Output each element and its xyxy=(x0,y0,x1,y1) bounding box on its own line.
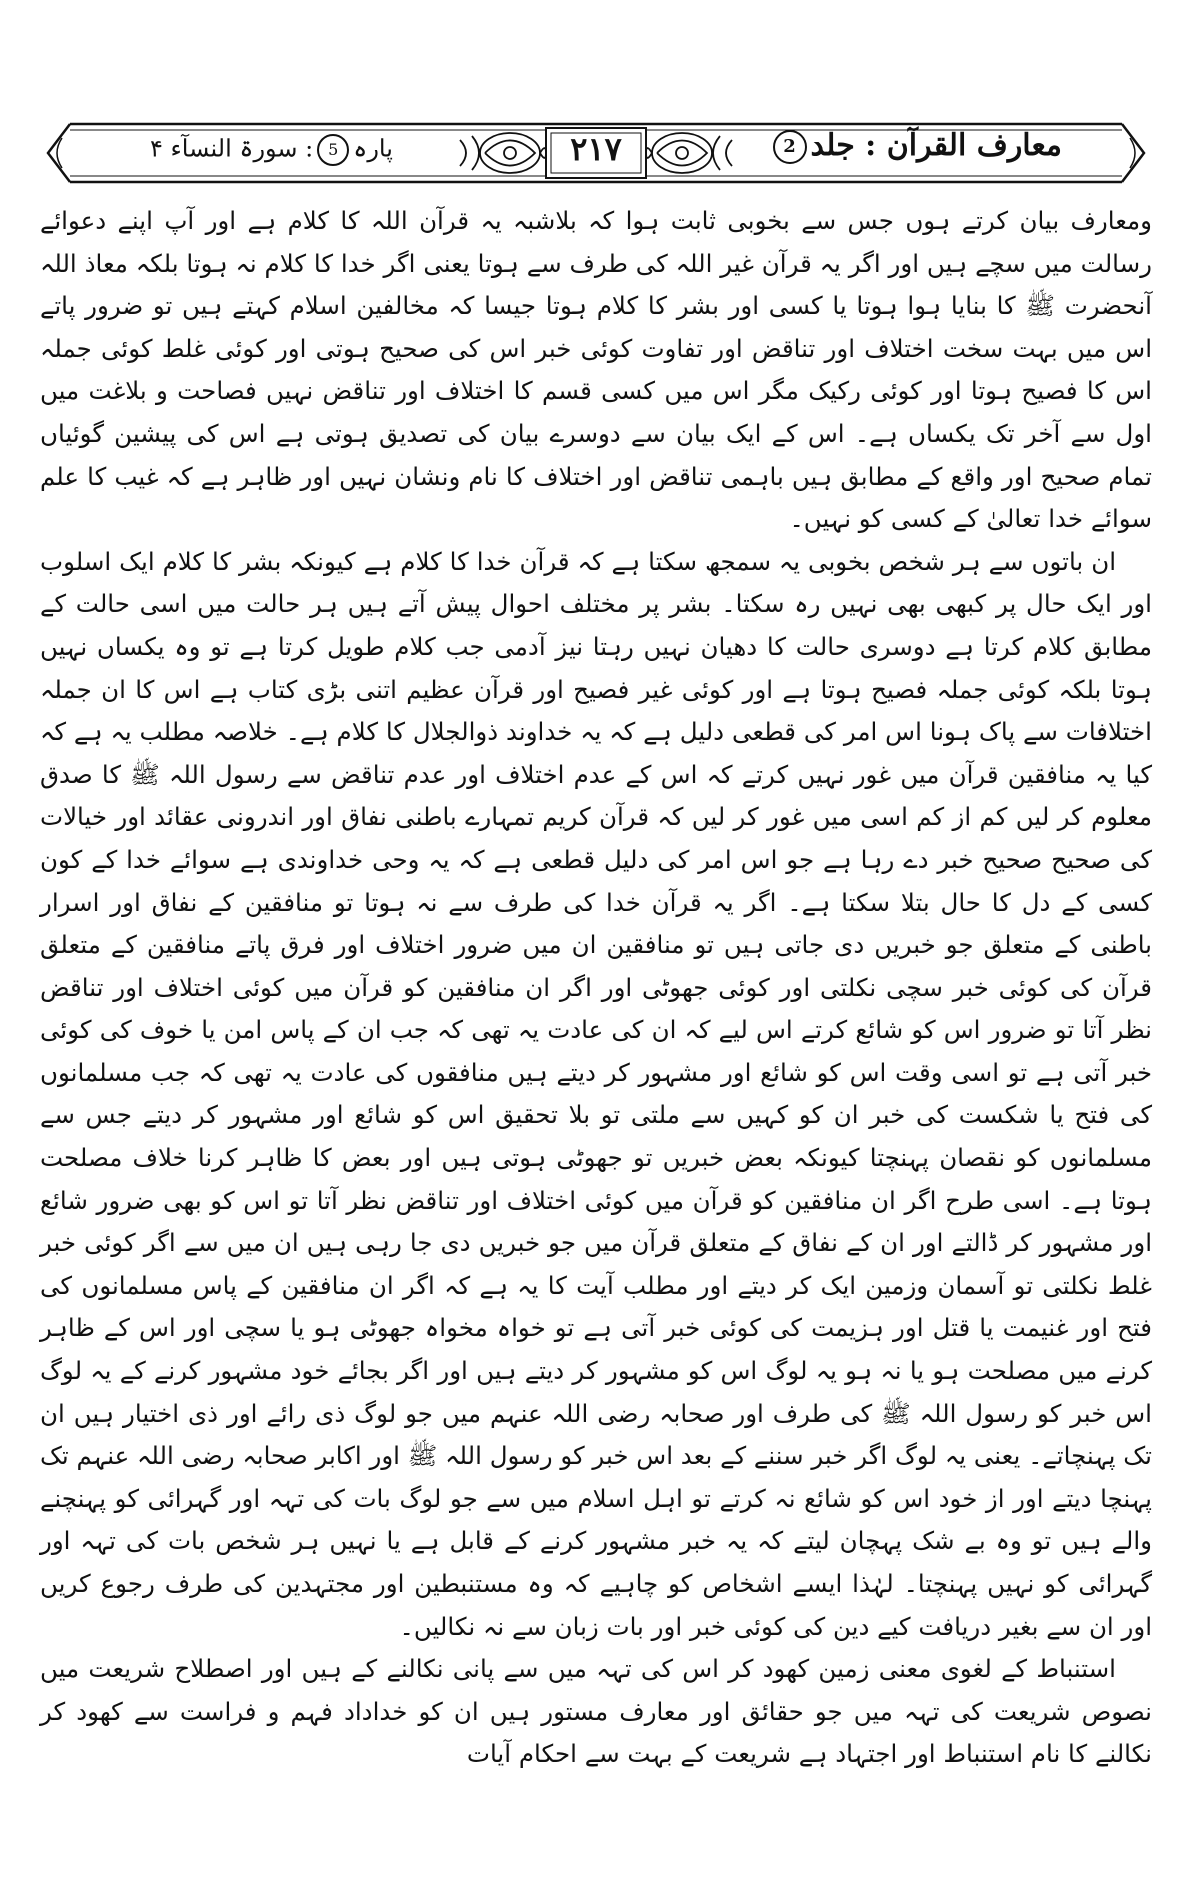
paragraph-1: ومعارف بیان کرتے ہوں جس سے بخوبی ثابت ہوا کہ بلاشبہ یہ قرآن اللہ کا کلام ہے اور آپ اپنے دعوائے رسالت میں سچے ہیں اور اگر یہ قرآن غیر اللہ کی طرف سے ہوتا یعنی اگر خدا کا کلام نہ ہوتا بلکہ معاذ اللہ آنحضرت ﷺ کا بنایا ہوا ہوتا یا کسی اور بشر کا کلام ہوتا جیسا کہ مخالفین اسلام کہتے ہیں تو ضرور پاتے اس میں بہت سخت اختلاف اور تناقض اور تفاوت کوئی خبر اس کی صحیح ہوتی اور کوئی غلط کوئی جملہ اس کا فصیح ہوتا اور کوئی رکیک مگر اس میں کسی قسم کا اختلاف اور تناقض نہیں فصاحت و بلاغت میں اول سے آخر تک یکساں ہے۔ اس کے ایک بیان سے دوسرے بیان کی تصدیق ہوتی ہے اس کی پیشین گوئیاں تمام صحیح اور واقع کے مطابق ہیں باہمی تناقض اور اختلاف کا نام ونشان نہیں اور ظاہر ہے کہ غیب کا علم سوائے خدا تعالیٰ کے کسی کو نہیں۔ xyxy=(40,206,1152,534)
book-title-text: معارف القرآن : جلد xyxy=(810,128,1062,163)
para-number-badge: 5 xyxy=(317,134,349,166)
page-number: ۲۱۷ xyxy=(570,130,622,168)
paragraph-2: ان باتوں سے ہر شخص بخوبی یہ سمجھ سکتا ہے کہ قرآن خدا کا کلام ہے کیونکہ بشر کا کلام ایک اسلوب اور ایک حال پر کبھی بھی نہیں رہ سکتا۔ بشر پر مختلف احوال پیش آتے ہیں ہر حالت میں اسی حالت کے مطابق کلام کرتا ہے دوسری حالت کا دھیان نہیں رہتا نیز آدمی جب کلام طویل کرتا ہے تو وہ یکساں نہیں ہوتا بلکہ کوئی جملہ فصیح ہوتا ہے اور کوئی غیر فصیح اور قرآن عظیم اتنی بڑی کتاب ہے اس کا ان جملہ اختلافات سے پاک ہونا اس امر کی قطعی دلیل ہے کہ یہ خداوند ذوالجلال کا کلام ہے۔ خلاصہ مطلب یہ ہے کہ کیا یہ منافقین قرآن میں غور نہیں کرتے کہ اس کے عدم اختلاف اور عدم تناقض سے رسول اللہ ﷺ کا صدق معلوم کر لیں کم از کم اسی میں غور کر لیں کہ قرآن کریم تمہارے باطنی نفاق اور اندرونی عقائد اور خیالات کی صحیح صحیح خبر دے رہا ہے جو اس امر کی دلیل قطعی ہے کہ یہ وحی خداوندی ہے سوائے خدا کے کون کسی کے دل کا حال بتلا سکتا ہے۔ اگر یہ قرآن خدا کی طرف سے نہ ہوتا تو منافقین کے نفاق اور اسرار باطنی کے متعلق جو خبریں دی جاتی ہیں تو منافقین ان میں ضرور اختلاف اور فرق پاتے منافقین کے متعلق قرآن کی کوئی خبر سچی نکلتی اور کوئی جھوٹی اور اگر ان منافقین کو قرآن میں کوئی اختلاف اور تناقض نظر آتا تو ضرور اس کو شائع کرتے اس لیے کہ ان کی عادت یہ تھی کہ جب ان کے پاس امن یا خوف کی کوئی خبر آتی ہے تو اسی وقت اس کو شائع اور مشہور کر دیتے ہیں منافقوں کی عادت یہ تھی کہ جب مسلمانوں کی فتح یا شکست کی خبر ان کو کہیں سے ملتی تو بلا تحقیق اس کو شائع اور مشہور کر دیتے جس سے مسلمانوں کو نقصان پہنچتا کیونکہ بعض خبریں تو جھوٹی ہوتی ہیں اور بعض کا ظاہر کرنا خلاف مصلحت ہوتا ہے۔ اسی طرح اگر ان منافقین کو قرآن میں کوئی اختلاف اور تناقض نظر آتا تو اس کو بھی ضرور شائع اور مشہور کر ڈالتے اور ان کے نفاق کے متعلق قرآن میں جو خبریں دی جا رہی ہیں ان میں سے اگر کوئی خبر غلط نکلتی تو آسمان وزمین ایک کر دیتے اور مطلب آیت کا یہ ہے کہ اگر ان منافقین کے پاس مسلمانوں کی فتح اور غنیمت یا قتل اور ہزیمت کی کوئی خبر آتی ہے تو خواہ مخواہ جھوٹی ہو یا سچی اور اس کے ظاہر کرنے میں مصلحت ہو یا نہ ہو یہ لوگ اس کو مشہور کر دیتے ہیں اور اگر بجائے خود مشہور کرنے کے یہ لوگ اس خبر کو رسول اللہ ﷺ کی طرف اور صحابہ رضی اللہ عنہم میں جو لوگ ذی رائے اور ذی اختیار ہیں ان تک پہنچاتے۔ یعنی یہ لوگ اگر خبر سننے کے بعد اس خبر کو رسول اللہ ﷺ اور اکابر صحابہ رضی اللہ عنہم تک پہنچا دیتے اور از خود اس کو شائع نہ کرتے تو اہل اسلام میں سے جو لوگ بات کی تہہ اور گہرائی کو پہنچنے والے ہیں تو وہ بے شک پہچان لیتے کہ یہ خبر مشہور کرنے کے قابل ہے یا نہیں ہر شخص بات کی تہہ اور گہرائی کو نہیں پہنچتا۔ لہٰذا ایسے اشخاص کو چاہیے کہ وہ مستنبطین اور مجتہدین کی طرف رجوع کریں اور ان سے بغیر دریافت کیے دین کی کوئی خبر اور بات زبان سے نہ نکالیں۔ xyxy=(40,546,1152,1641)
para-surah-label xyxy=(150,134,393,166)
book-title xyxy=(769,128,1062,164)
page-body xyxy=(40,200,1152,1776)
page-header xyxy=(40,118,1152,188)
paragraph-3: استنباط کے لغوی معنی زمین کھود کر اس کی تہہ میں سے پانی نکالنے کے ہیں اور اصطلاح شریعت میں نصوص شریعت کی تہہ میں جو حقائق اور معارف مستور ہیں ان کو خداداد فہم و فراست سے کھود کر نکالنے کا نام استنباط اور اجتہاد ہے شریعت کے بہت سے احکام آیات xyxy=(40,1654,1152,1769)
para-label: پارہ xyxy=(353,134,393,163)
surah-label: : سورۃ النسآء ۴ xyxy=(150,134,314,163)
volume-number-badge: 2 xyxy=(773,130,807,164)
